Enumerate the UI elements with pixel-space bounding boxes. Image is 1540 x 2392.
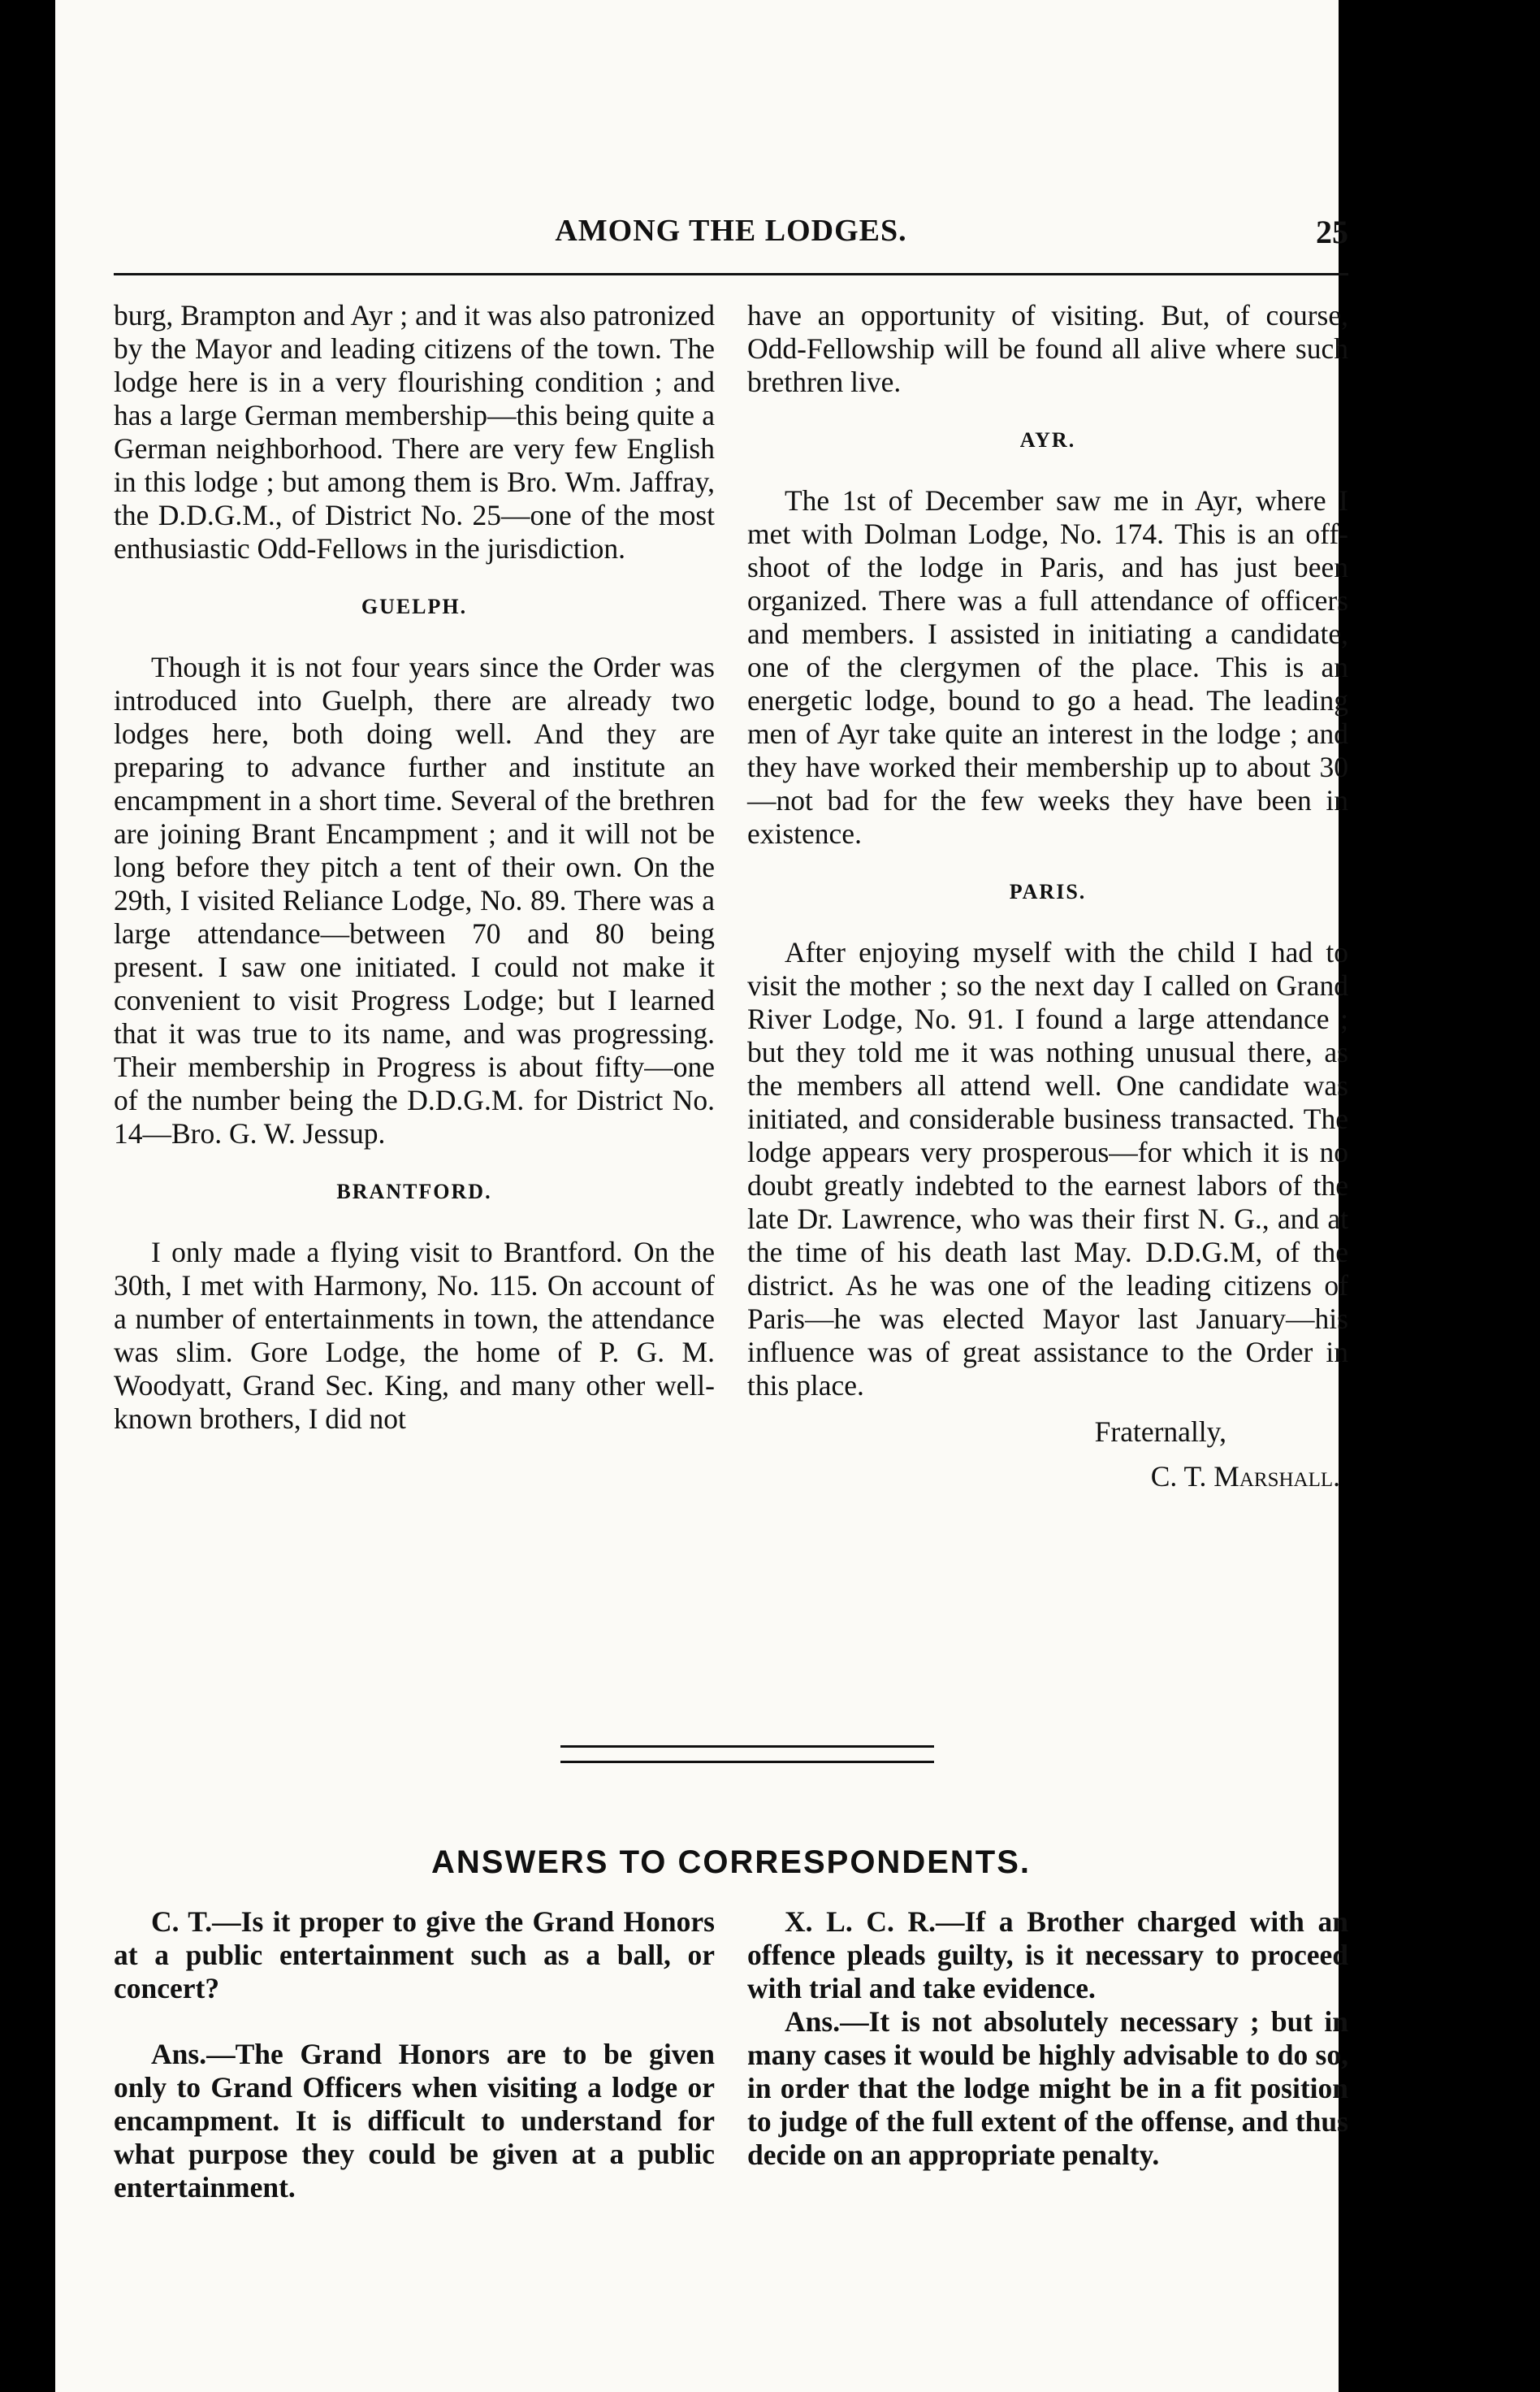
answers-left-column <box>114 1905 715 2204</box>
running-title: AMONG THE LODGES. <box>555 214 907 248</box>
answers-title: ANSWERS TO CORRESPONDENTS. <box>431 1844 1031 1880</box>
question: X. L. C. R.—If a Brother charged with an offence pleads guilty, is it necessary to proceed with trial and take evidence. <box>747 1905 1348 2004</box>
section-heading-guelph: GUELPH. <box>361 595 468 618</box>
paragraph: Though it is not four years since the Order was introduced into Guelph, there are already two lodges here, both doing well. And they are preparing to advance further and institute an encampment in a short time. Several of the brethren are joining Brant Encampment ; and it will not be long before they pitch a tent of their own. On the 29th, I visited Reliance Lodge, No. 89. There was a large attendance—between 70 and 80 being present. I saw one initiated. I could not make it convenient to visit Progress Lodge; but I learned that it was true to its name, and was progressing. Their membership in Progress is about fifty—one of the number being the D.D.G.M. for District No. 14—Bro. G. W. Jessup. <box>114 651 715 1150</box>
paragraph: After enjoying myself with the child I had to visit the mother ; so the next day I called on Grand River Lodge, No. 91. I found a large attendance ; but they told me it was nothing unusual there, as the members all attend well. One candidate was initiated, and considerable business transacted. The lodge appears very prosperous—for which it is no doubt greatly indebted to the earnest labors of the late Dr. Lawrence, who was their first N. G., and at the time of his death last May. D.D.G.M, of the district. As he was one of the leading citizens of Paris—he was elected Mayor last January—his influence was of great assistance to the Order in this place. <box>747 936 1348 1402</box>
page-header <box>114 213 1348 254</box>
section-heading-paris: PARIS. <box>1009 880 1087 904</box>
paragraph: burg, Brampton and Ayr ; and it was also patronized by the Mayor and leading citizens of the town. The lodge here is in a very flourishing condition ; and has a large German membership—this being quite a German neighborhood. There are very few English in this lodge ; but among them is Bro. Wm. Jaffray, the D.D.G.M., of District No. 25—one of the most enthusiastic Odd-Fellows in the jurisdiction. <box>114 299 715 565</box>
right-column <box>747 299 1348 1493</box>
section-heading-ayr: AYR. <box>1019 428 1076 452</box>
question: C. T.—Is it proper to give the Grand Honors at a public entertainment such as a ball, or concert? <box>114 1905 715 2004</box>
section-heading-brantford: BRANTFORD. <box>336 1180 492 1203</box>
left-column <box>114 299 715 1436</box>
answer: Ans.—It is not absolutely necessary ; but in many cases it would be highly advisable to do so, in order that the lodge might be in a fit position to judge of the full extent of the offense, and thus decide on an appropriate penalty. <box>747 2005 1348 2171</box>
section-divider <box>560 1745 934 1763</box>
answers-right-column <box>747 1905 1348 2172</box>
page-number: 25 <box>1316 214 1348 250</box>
closing: Fraternally, <box>1094 1415 1226 1448</box>
answer: Ans.—The Grand Honors are to be given only to Grand Officers when visiting a lodge or encampment. It is difficult to understand for what purpose they could be given at a public entertainment. <box>114 2038 715 2204</box>
signature: C. T. Marshall. <box>1150 1460 1340 1493</box>
paragraph: The 1st of December saw me in Ayr, where I met with Dolman Lodge, No. 174. This is an off-shoot of the lodge in Paris, and has just been organized. There was a full attendance of officers and members. I assisted in initiating a candidate, one of the clergymen of the place. This is an energetic lodge, bound to go a head. The leading men of Ayr take quite an interest in the lodge ; and they have worked their membership up to about 30—not bad for the few weeks they have been in existence. <box>747 484 1348 850</box>
paragraph: have an opportunity of visiting. But, of course, Odd-Fellowship will be found all alive where such brethren live. <box>747 299 1348 398</box>
paragraph: I only made a flying visit to Brantford. On the 30th, I met with Harmony, No. 115. On account of a number of entertainments in town, the attendance was slim. Gore Lodge, the home of P. G. M. Woodyatt, Grand Sec. King, and many other well-known brothers, I did not <box>114 1236 715 1435</box>
header-rule <box>114 273 1348 275</box>
